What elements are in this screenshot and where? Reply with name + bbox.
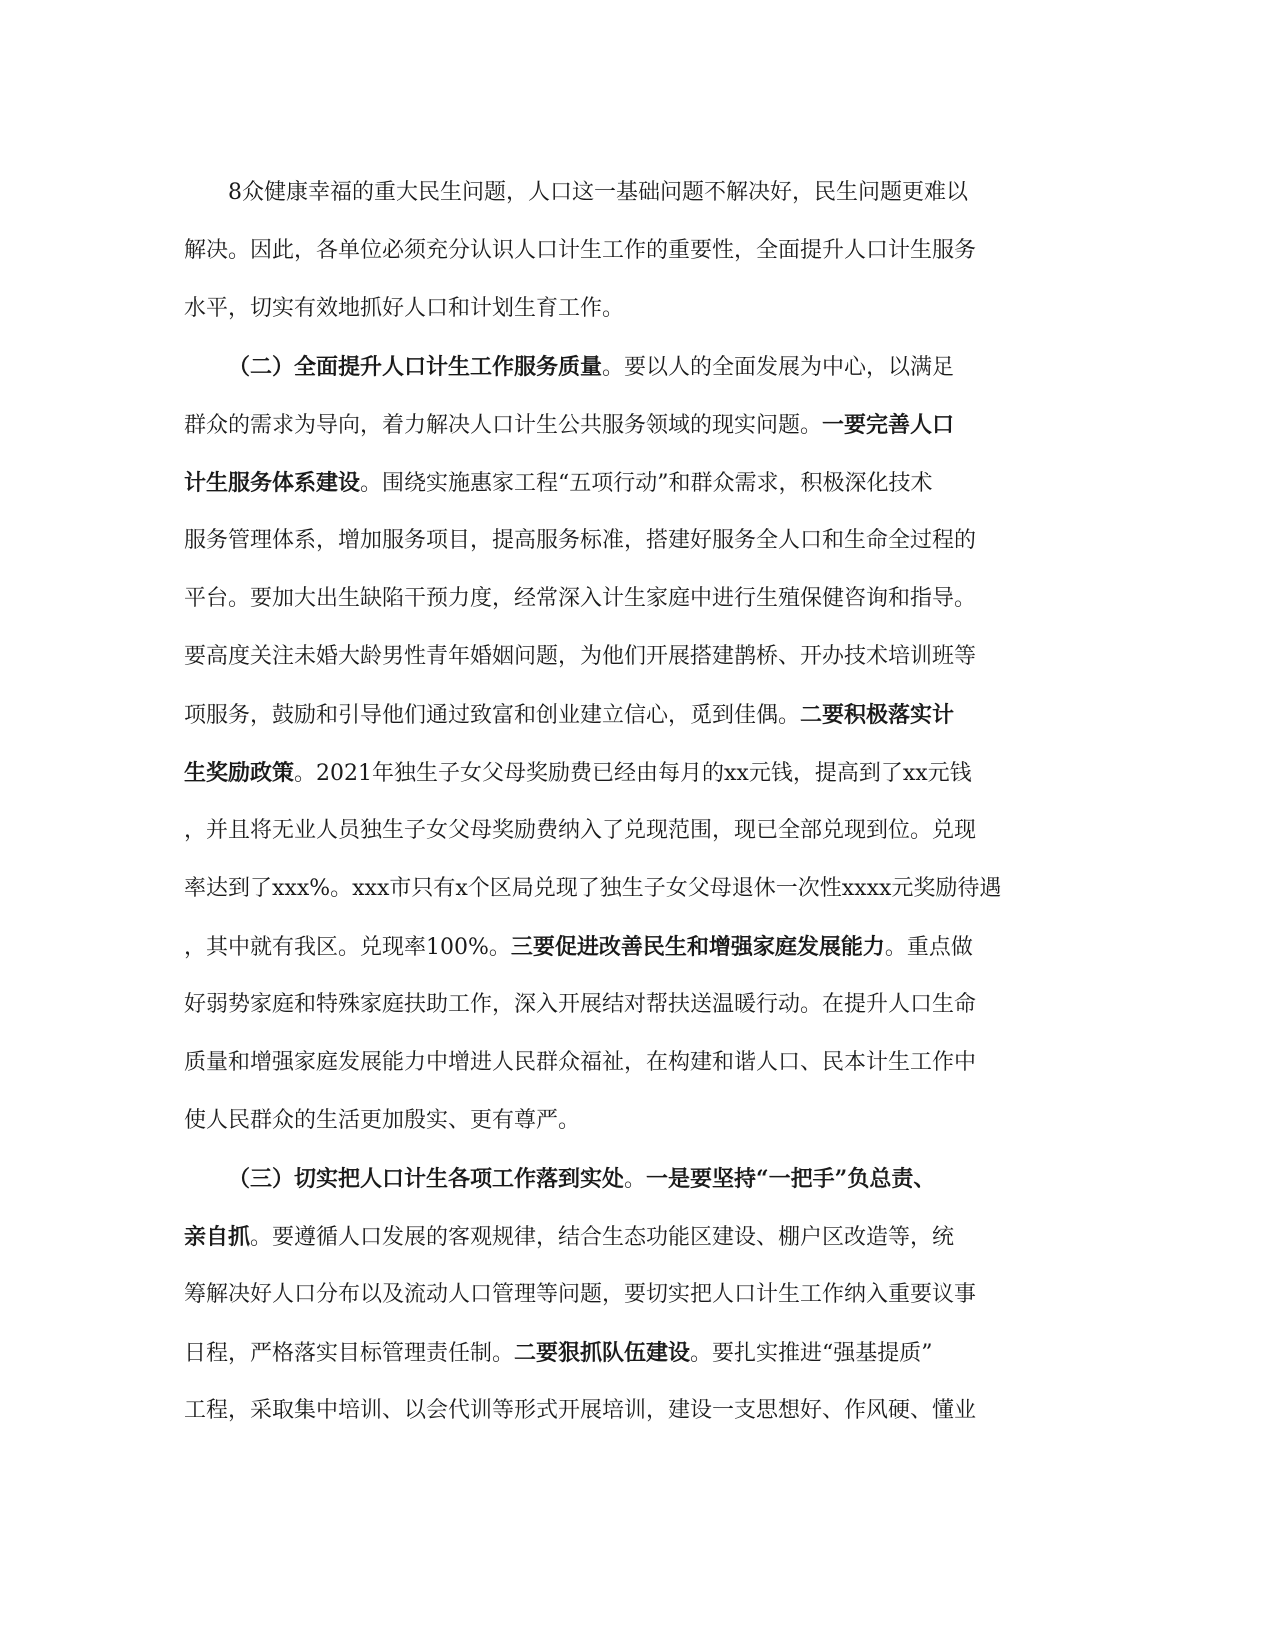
- paragraph-2-line-12: [184, 976, 1082, 1034]
- text-run: 。围绕实施惠家工程“五项行动”和群众需求，积极深化技术: [360, 471, 933, 496]
- paragraph-3-line-1: [184, 1150, 1082, 1208]
- section-heading-3: （三）切实把人口计生各项工作落到实处: [228, 1166, 625, 1192]
- paragraph-1-line-2: [184, 222, 1082, 280]
- paragraph-2-line-6: [184, 628, 1082, 686]
- text-run: 服务管理体系，增加服务项目，提高服务标准，搭建好服务全人口和生命全过程的: [184, 528, 977, 553]
- text-run: 水平，切实有效地抓好人口和计划生育工作。: [184, 296, 625, 321]
- text-run: ，并且将无业人员独生子女父母奖励费纳入了兑现范围，现已全部兑现到位。兑现: [184, 818, 977, 843]
- paragraph-1-line-3: [184, 280, 1082, 338]
- text-run: 要高度关注未婚大龄男性青年婚姻问题，为他们开展搭建鹊桥、开办技术培训班等: [184, 644, 977, 669]
- text-run: 筹解决好人口分布以及流动人口管理等问题，要切实把人口计生工作纳入重要议事: [184, 1282, 977, 1307]
- text-run: ，其中就有我区。兑现率100%。: [184, 935, 511, 960]
- paragraph-2-line-1: [184, 338, 1082, 396]
- text-run: 群众的需求为导向，着力解决人口计生公共服务领域的现实问题。: [184, 413, 823, 438]
- text-run: 使人民群众的生活更加殷实、更有尊严。: [184, 1108, 581, 1133]
- paragraph-2-line-10: [184, 860, 1082, 918]
- text-run: 项服务，鼓励和引导他们通过致富和创业建立信心，觅到佳偶。: [184, 703, 801, 728]
- text-run: 。要扎实推进“强基提质”: [690, 1341, 933, 1366]
- paragraph-3-line-5: [184, 1382, 1082, 1440]
- text-run: 解决。因此，各单位必须充分认识人口计生工作的重要性，全面提升人口计生服务: [184, 238, 977, 263]
- paragraph-2-line-14: [184, 1092, 1082, 1150]
- bold-run: 三要促进改善民生和增强家庭发展能力: [510, 934, 885, 960]
- bold-run: 一要完善人口: [822, 412, 955, 438]
- section-heading-2: （二）全面提升人口计生工作服务质量: [228, 354, 603, 380]
- bold-run: 一是要坚持“一把手”负总责、: [646, 1166, 936, 1192]
- text-run: 。2021年独生子女父母奖励费已经由每月的xx元钱，提高到了xx元钱: [294, 761, 972, 786]
- bold-run: 二要积极落实计: [800, 702, 955, 728]
- text-run: 。要以人的全面发展为中心，以满足: [602, 355, 955, 380]
- paragraph-2-line-11: [184, 918, 1082, 976]
- bold-run: 计生服务体系建设: [184, 470, 361, 496]
- paragraph-2-line-3: [184, 454, 1082, 512]
- paragraph-3-line-4: [184, 1324, 1082, 1382]
- bold-run: 生奖励政策: [184, 760, 295, 786]
- paragraph-2-line-7: [184, 686, 1082, 744]
- bold-run: 亲自抓: [184, 1224, 251, 1250]
- paragraph-2-line-8: [184, 744, 1082, 802]
- paragraph-2-line-4: [184, 512, 1082, 570]
- paragraph-2-line-13: [184, 1034, 1082, 1092]
- text-run: 率达到了xxx%。xxx市只有x个区局兑现了独生子女父母退休一次性xxxx元奖励待遇: [184, 876, 1002, 901]
- paragraph-3-line-3: [184, 1266, 1082, 1324]
- paragraph-2-line-2: [184, 396, 1082, 454]
- text-run: 质量和增强家庭发展能力中增进人民群众福祉，在构建和谐人口、民本计生工作中: [184, 1050, 977, 1075]
- text-run: 。重点做: [884, 935, 973, 960]
- document-body: [184, 164, 1082, 1440]
- text-run: 好弱势家庭和特殊家庭扶助工作，深入开展结对帮扶送温暖行动。在提升人口生命: [184, 992, 977, 1017]
- paragraph-1-line-1: [184, 164, 1082, 222]
- text-run: 8众健康幸福的重大民生问题，人口这一基础问题不解决好，民生问题更难以: [228, 180, 968, 205]
- text-run: 工程，采取集中培训、以会代训等形式开展培训，建设一支思想好、作风硬、懂业: [184, 1398, 977, 1423]
- text-run: 。: [624, 1167, 647, 1192]
- paragraph-2-line-9: [184, 802, 1082, 860]
- paragraph-3-line-2: [184, 1208, 1082, 1266]
- text-run: 平台。要加大出生缺陷干预力度，经常深入计生家庭中进行生殖保健咨询和指导。: [184, 586, 977, 611]
- text-run: 日程，严格落实目标管理责任制。: [184, 1341, 515, 1366]
- text-run: 。要遵循人口发展的客观规律，结合生态功能区建设、棚户区改造等，统: [250, 1225, 955, 1250]
- bold-run: 二要狠抓队伍建设: [514, 1340, 691, 1366]
- paragraph-2-line-5: [184, 570, 1082, 628]
